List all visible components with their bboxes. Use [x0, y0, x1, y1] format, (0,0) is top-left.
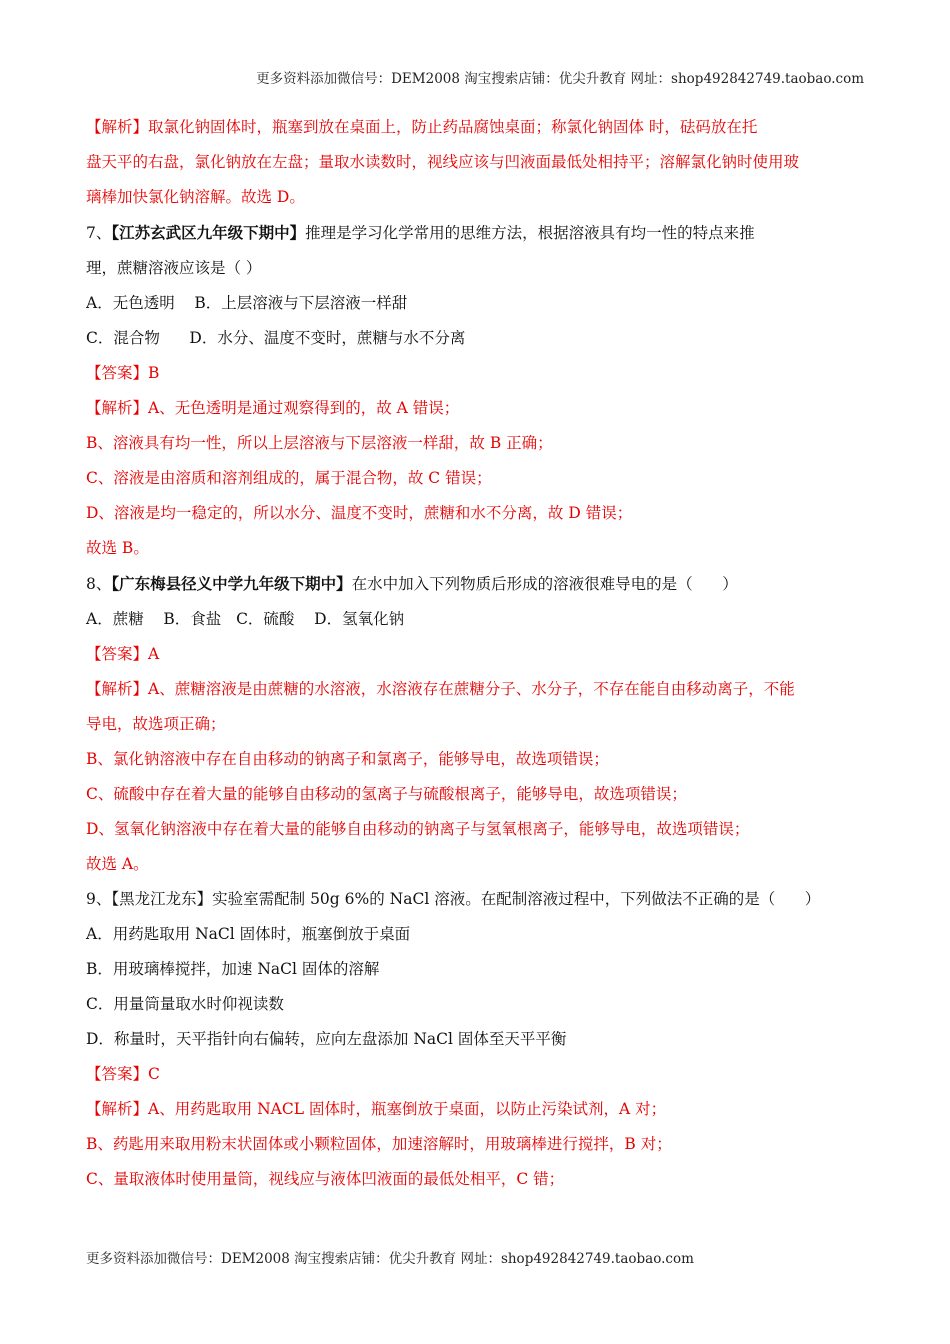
- analysis-line: C、溶液是由溶质和溶剂组成的，属于混合物，故 C 错误；: [86, 469, 492, 487]
- question-7-header: [86, 215, 866, 251]
- analysis-line: C、硫酸中存在着大量的能够自由移动的氢离子与硫酸根离子，能够导电，故选项错误；: [86, 785, 687, 803]
- analysis-line: B、氯化钠溶液中存在自由移动的钠离子和氯离子，能够导电，故选项错误；: [86, 750, 609, 768]
- analysis-line: D、溶液是均一稳定的，所以水分、温度不变时，蔗糖和水不分离，故 D 错误；: [86, 504, 633, 522]
- question-option: A．用药匙取用 NaCl 固体时，瓶塞倒放于桌面: [86, 925, 411, 943]
- question-8-header: [86, 566, 866, 602]
- prev-analysis-line: 盘天平的右盘，氯化钠放在左盘；量取水读数时，视线应该与凹液面最低处相持平；溶解氯化钠时使用玻: [86, 153, 800, 171]
- answer-line: 【答案】B: [86, 364, 160, 382]
- question-source: 【黑龙江龙东】: [111, 890, 213, 908]
- question-stem: 在水中加入下列物质后形成的溶液很难导电的是（ ）: [351, 575, 738, 593]
- analysis-line: 【解析】A、蔗糖溶液是由蔗糖的水溶液，水溶液存在蔗糖分子、水分子，不存在能自由移动离子，不能: [86, 680, 795, 698]
- question-number: 9、: [86, 890, 112, 908]
- page-footer: 更多资料添加微信号：DEM2008 淘宝搜索店铺：优尖升教育 网址：shop492842749.taobao.com: [86, 1251, 694, 1267]
- prev-analysis-line: 璃棒加快氯化钠溶解。故选 D。: [86, 188, 305, 206]
- analysis-line: 【解析】A、无色透明是通过观察得到的，故 A 错误；: [86, 399, 460, 417]
- question-number: 7、: [86, 224, 112, 242]
- question-9-header: [86, 882, 866, 917]
- analysis-line: B、药匙用来取用粉末状固体或小颗粒固体，加速溶解时，用玻璃棒进行搅拌，B 对；: [86, 1135, 672, 1153]
- prev-analysis-line: 【解析】取氯化钠固体时，瓶塞到放在桌面上，防止药品腐蚀桌面；称氯化钠固体 时，砝码放在托: [86, 118, 758, 136]
- question-option: C．用量筒量取水时仰视读数: [86, 995, 284, 1013]
- question-stem: 推理是学习化学常用的思维方法，根据溶液具有均一性的特点来推: [305, 224, 755, 242]
- question-stem: 实验室需配制 50g 6%的 NaCl 溶液。在配制溶液过程中，下列做法不正确的是（ ）: [212, 890, 821, 908]
- answer-line: 【答案】A: [86, 645, 160, 663]
- analysis-line: D、氢氧化钠溶液中存在着大量的能够自由移动的钠离子与氢氧根离子，能够导电，故选项错误；: [86, 820, 750, 838]
- question-option: D．称量时，天平指针向右偏转，应向左盘添加 NaCl 固体至天平平衡: [86, 1030, 567, 1048]
- page-header: 更多资料添加微信号：DEM2008 淘宝搜索店铺：优尖升教育 网址：shop492842749.taobao.com: [256, 71, 864, 87]
- analysis-line: C、量取液体时使用量筒，视线应与液体凹液面的最低处相平，C 错；: [86, 1170, 565, 1188]
- question-options: A．蔗糖 B．食盐 C．硫酸 D．氢氧化钠: [86, 610, 405, 628]
- question-source: 【广东梅县径义中学九年级下期中】: [111, 574, 352, 593]
- question-stem: 理，蔗糖溶液应该是（ ）: [86, 259, 262, 277]
- question-options: C．混合物 D．水分、温度不变时，蔗糖与水不分离: [86, 329, 466, 347]
- analysis-line: 导电，故选项正确；: [86, 715, 226, 733]
- document-body: [86, 110, 866, 1197]
- question-source: 【江苏玄武区九年级下期中】: [111, 223, 306, 242]
- analysis-line: 【解析】A、用药匙取用 NACL 固体时，瓶塞倒放于桌面，以防止污染试剂，A 对；: [86, 1100, 667, 1118]
- question-options: A．无色透明 B．上层溶液与下层溶液一样甜: [86, 294, 408, 312]
- analysis-line: 故选 B。: [86, 539, 149, 557]
- question-option: B．用玻璃棒搅拌，加速 NaCl 固体的溶解: [86, 960, 380, 978]
- question-number: 8、: [86, 575, 112, 593]
- answer-line: 【答案】C: [86, 1065, 160, 1083]
- analysis-line: B、溶液具有均一性，所以上层溶液与下层溶液一样甜，故 B 正确；: [86, 434, 553, 452]
- analysis-line: 故选 A。: [86, 855, 149, 873]
